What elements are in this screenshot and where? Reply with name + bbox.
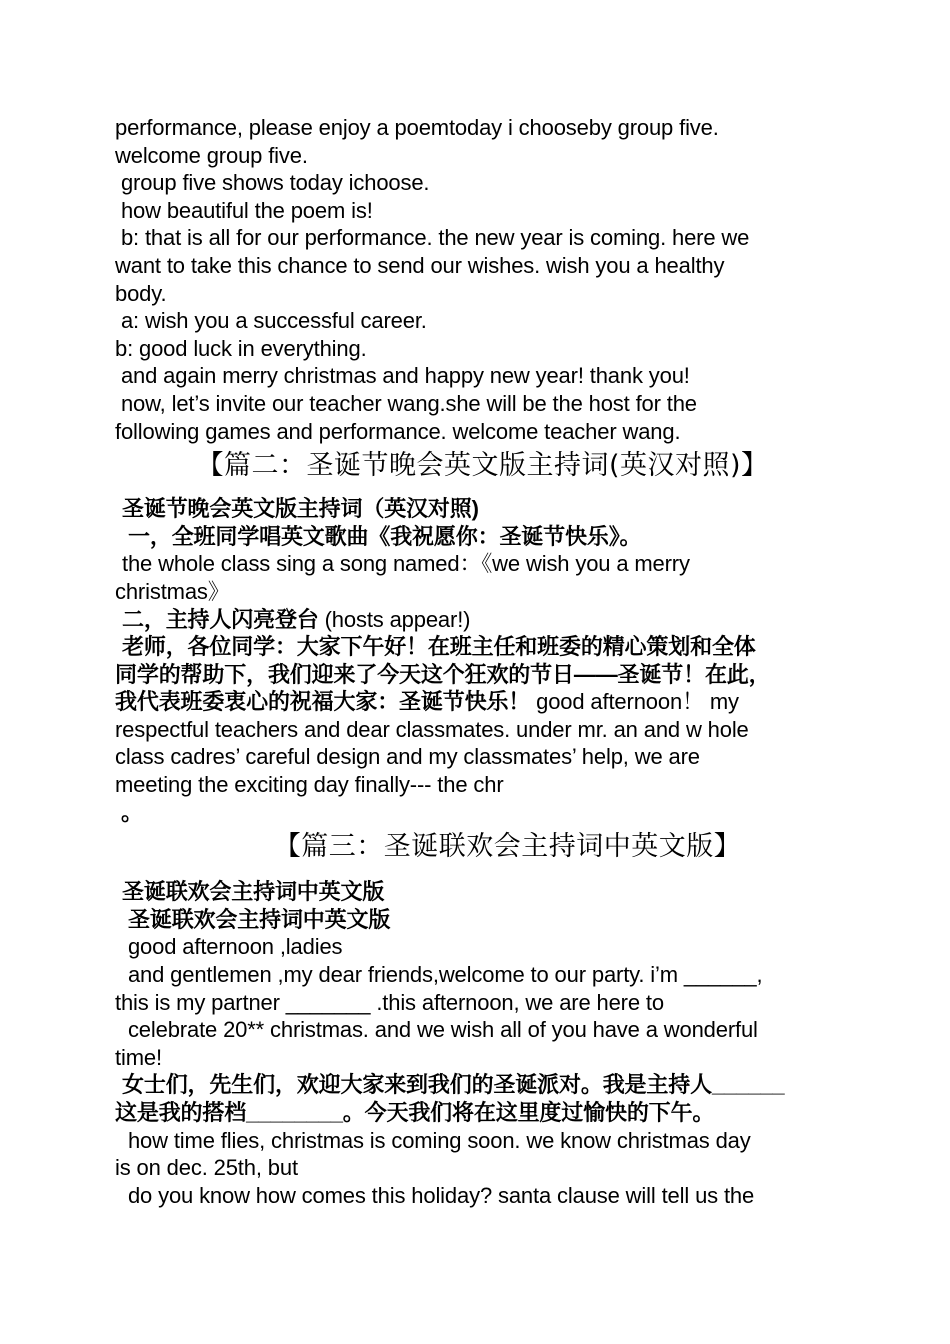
section2-title: 圣诞节晚会英文版主持词（英汉对照) bbox=[122, 496, 479, 522]
speech-cn-line: 我代表班委衷心的祝福大家：圣诞节快乐！ bbox=[115, 689, 531, 715]
section3-title: 圣诞联欢会主持词中英文版 bbox=[122, 879, 385, 905]
text-line: and again merry christmas and happy new year! thank you! bbox=[115, 363, 690, 389]
section2 bbox=[115, 495, 850, 826]
text-line: b: that is all for our performance. the new year is coming. here we bbox=[115, 225, 750, 251]
section3 bbox=[115, 878, 850, 1209]
text-line: time! bbox=[115, 1044, 162, 1070]
text-line: do you know how comes this holiday? santa clause will tell us the bbox=[122, 1182, 755, 1208]
part1 bbox=[115, 114, 850, 445]
text-line: how time flies, christmas is coming soon. we know christmas day bbox=[122, 1127, 751, 1153]
speech-mixed-line bbox=[115, 688, 850, 716]
speech-en-line: meeting the exciting day finally--- the chr bbox=[115, 772, 504, 798]
section2-item1-en: the whole class sing a song named：《we wish you a merry bbox=[122, 551, 690, 577]
section2-item1-cn: 一，全班同学唱英文歌曲《我祝愿你：圣诞节快乐》。 bbox=[128, 523, 642, 549]
section2-item1-en: christmas》 bbox=[115, 578, 230, 604]
text-line: and gentlemen ,my dear friends,welcome to our party. i’m ______, bbox=[122, 962, 763, 988]
section3-title: 圣诞联欢会主持词中英文版 bbox=[128, 906, 391, 932]
text-line: this is my partner _______ .this afternoon, we are here to bbox=[115, 989, 664, 1015]
speech-en-inline: good afternoon！ my bbox=[530, 689, 739, 715]
text-line: welcome group five. bbox=[115, 142, 308, 168]
cn-line: 女士们，先生们，欢迎大家来到我们的圣诞派对。我是主持人______ bbox=[122, 1072, 785, 1098]
speech-en-line: class cadres’ careful design and my classmates’ help, we are bbox=[115, 744, 700, 770]
speech-cn-line: 同学的帮助下，我们迎来了今天这个狂欢的节日——圣诞节！在此， bbox=[115, 661, 771, 687]
text-line: a: wish you a successful career. bbox=[115, 308, 427, 334]
text-line: celebrate 20** christmas. and we wish all of you have a wonderful bbox=[122, 1017, 758, 1043]
document-page bbox=[115, 114, 850, 1209]
text-line: performance, please enjoy a poemtoday i chooseby group five. bbox=[115, 115, 719, 140]
speech-en-line: respectful teachers and dear classmates. under mr. an and w hole bbox=[115, 716, 749, 742]
section2-item2-cn: 二，主持人闪亮登台 bbox=[122, 606, 319, 632]
cn-line: 这是我的搭档________。今天我们将在这里度过愉快的下午。 bbox=[115, 1100, 715, 1125]
text-line: good afternoon ,ladies bbox=[122, 934, 343, 960]
section2-item2 bbox=[115, 606, 850, 634]
section2-item2-en: (hosts appear!) bbox=[318, 606, 471, 632]
text-line: how beautiful the poem is! bbox=[115, 197, 373, 223]
section-heading-2: 【篇二：圣诞节晚会英文版主持词(英汉对照)】 bbox=[196, 450, 769, 482]
end-mark: 。 bbox=[121, 799, 143, 825]
text-line: body. bbox=[115, 280, 167, 306]
text-line: following games and performance. welcome teacher wang. bbox=[115, 418, 681, 444]
text-line: is on dec. 25th, but bbox=[115, 1155, 298, 1181]
text-line: b: good luck in everything. bbox=[115, 335, 367, 361]
speech-cn-line: 老师，各位同学：大家下午好！在班主任和班委的精心策划和全体 bbox=[122, 634, 756, 660]
text-line: group five shows today ichoose. bbox=[115, 170, 430, 196]
section-heading-3: 【篇三：圣诞联欢会主持词中英文版】 bbox=[273, 831, 742, 863]
text-line: now, let’s invite our teacher wang.she will be the host for the bbox=[115, 390, 697, 416]
text-line: want to take this chance to send our wishes. wish you a healthy bbox=[115, 252, 725, 278]
